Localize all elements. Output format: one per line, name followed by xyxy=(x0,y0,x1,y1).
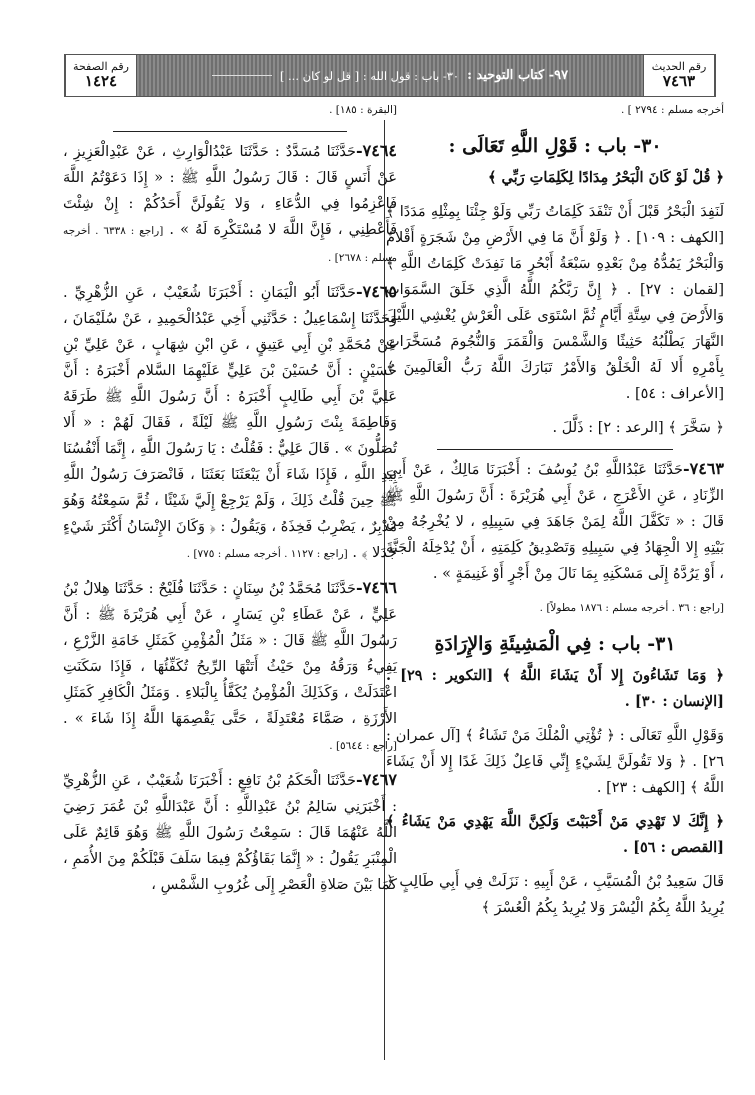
hadith-7467 xyxy=(63,767,397,898)
hadith-7466-text: حَدَّثَنَا مُحَمَّدُ بْنُ سِنَانٍ : حَدَّثَنَا فُلَيْحٌ : حَدَّثَنَا هِلالُ بْنُ عَلِيٍّ ، عَنْ عَطَاءِ بْنِ يَسَارٍ ، عَنْ أَبِي هُرَيْرَةَ ﷺ : أَنَّ رَسُولَ اللَّهِ ﷺ قَالَ : « مَثَلُ الْمُؤْمِنِ كَمَثَلِ خَامَةِ الزَّرْعِ ، يَفِيءُ وَرَقُهُ مِنْ حَيْثُ أَتَتْهَا الرِّيحُ تُكَفِّئُهَا ، فَإِذَا سَكَنَتِ اعْتَدَلَتْ ، وَكَذَلِكَ الْمُؤْمِنُ يُكَفَّأُ بِالْبَلاءِ . وَمَثَلُ الْكَافِرِ كَمَثَلِ الأَرْزَةِ ، صَمَّاءَ مُعْتَدِلَةً ، حَتَّى يَقْصِمَهَا اللَّهُ إِذَا شَاءَ » . xyxy=(63,581,397,727)
chapter-31-ayah-1: ﴿ وَمَا تَشَاءُونَ إِلا أَنْ يَشَاءَ اللَّهُ ﴾ [التكوير : ٢٩] . [الإنسان : ٣٠] . xyxy=(386,667,724,710)
hadith-7463-number: ٧٤٦٣- xyxy=(682,459,724,478)
hadith-7464 xyxy=(63,138,397,271)
chapter-30-note: ﴿ سَخَّرَ ﴾ [الرعد : ٢] : ذَلَّلَ . xyxy=(552,420,724,436)
hadith-7464-number: ٧٤٦٤- xyxy=(355,141,397,160)
hadith-7465-number: ٧٤٦٥- xyxy=(355,282,397,301)
hadith-7467-number: ٧٤٦٧- xyxy=(355,770,397,789)
section-rule xyxy=(437,449,674,450)
hadith-7464-reference: [راجع : ٦٣٣٨ . أخرجه مسلم : ٢٦٧٨] . xyxy=(63,225,397,264)
header-title-bar xyxy=(137,55,643,96)
right-column xyxy=(386,97,724,929)
section-rule xyxy=(113,131,347,132)
hadith-7463-reference: [راجع : ٣٦ . أخرجه مسلم : ١٨٧٦ مطولاً] . xyxy=(539,602,724,614)
hadith-7463 xyxy=(386,456,724,587)
hadith-7464-text: حَدَّثَنَا مُسَدَّدٌ : حَدَّثَنَا عَبْدُالْوَارِثِ ، عَنْ عَبْدِالْعَزِيزِ ، عَنْ أَنَسٍ قَالَ : قَالَ رَسُولُ اللَّهِ ﷺ : « إِذَا دَعَوْتُمُ اللَّهَ فَاعْزِمُوا فِي الدُّعَاءِ ، وَلا يَقُولَنَّ أَحَدُكُمْ : إِنْ شِئْتَ فَأَعْطِنِي ، فَإِنَّ اللَّهَ لا مُسْتَكْرِهَ لَهُ » . xyxy=(63,144,397,238)
hadith-7466-reference: [راجع : ٥٦٤٤] . xyxy=(329,740,397,752)
page-number: ١٤٢٤ xyxy=(84,72,118,91)
hadith-7466-number: ٧٤٦٦- xyxy=(355,578,397,597)
hadith-7463-text: حَدَّثَنَا عَبْدُاللَّهِ بْنُ يُوسُفَ : أَخْبَرَنَا مَالِكٌ ، عَنْ أَبِي الزِّنَادِ ، عَنِ الأَعْرَجِ ، عَنْ أَبِي هُرَيْرَةَ : أَنَّ رَسُولَ اللَّهِ ﷺ قَالَ : « تَكَفَّلَ اللَّهُ لِمَنْ جَاهَدَ فِي سَبِيلِهِ ، لا يُخْرِجُهُ مِنْ بَيْتِهِ إِلا الْجِهَادُ فِي سَبِيلِهِ وَتَصْدِيقُ كَلِمَتِهِ ، أَنْ يُدْخِلَهُ الْجَنَّةَ ، أَوْ يَرُدَّهُ إِلَى مَسْكَنِهِ بِمَا نَالَ مِنْ أَجْرٍ أَوْ غَنِيمَةٍ » . xyxy=(386,462,724,582)
chapter-31-ayah-3: ﴿ إِنَّكَ لا تَهْدِي مَنْ أَحْبَبْتَ وَلَكِنَّ اللَّهَ يَهْدِي مَنْ يَشَاءُ ﴾ [القصص : ٥٦] . xyxy=(386,813,724,856)
top-reference-left: [البقرة : ١٨٥] . xyxy=(329,104,397,116)
chapter-30-heading: ٣٠- باب : قَوْلِ اللَّهِ تَعَالَى : xyxy=(448,135,662,157)
left-column xyxy=(63,97,397,906)
hadith-7465-reference: [راجع : ١١٢٧ . أخرجه مسلم : ٧٧٥] . xyxy=(186,548,348,560)
chapter-30-text: لَنَفِدَ الْبَحْرُ قَبْلَ أَنْ تَنْفَدَ كَلِمَاتُ رَبِّي وَلَوْ جِئْنَا بِمِثْلِهِ مَدَدًا ﴾ [الكهف : ١٠٩] . ﴿ وَلَوْ أَنَّ مَا فِي الأَرْضِ مِنْ شَجَرَةٍ أَقْلامٌ وَالْبَحْرُ يَمُدُّهُ مِنْ بَعْدِهِ سَبْعَةُ أَبْحُرٍ مَا نَفِدَتْ كَلِمَاتُ اللَّهِ ﴾ [لقمان : ٢٧] . ﴿ إِنَّ رَبَّكُمُ اللَّهُ الَّذِي خَلَقَ السَّمَوَاتِ وَالأَرْضَ فِي سِتَّةِ أَيَّامٍ ثُمَّ اسْتَوَى عَلَى الْعَرْشِ يُغْشِي اللَّيْلَ النَّهَارَ يَطْلُبُهُ حَثِيثًا وَالشَّمْسَ وَالْقَمَرَ وَالنُّجُومَ مُسَخَّرَاتٍ بِأَمْرِهِ أَلا لَهُ الْخَلْقُ وَالأَمْرُ تَبَارَكَ اللَّهُ رَبُّ الْعَالَمِينَ ﴾ [الأعراف : ٥٤] . xyxy=(386,204,724,402)
chapter-title: ٣٠- باب : قول الله : [ قل لو كان ... ] xyxy=(279,68,460,83)
hadith-7465 xyxy=(63,279,397,567)
page-number-label: رقم الصفحة xyxy=(73,59,129,73)
hadith-number-box xyxy=(643,55,715,96)
chapter-30-ayah: ﴿ قُلْ لَوْ كَانَ الْبَحْرُ مِدَادًا لِكَلِمَاتِ رَبِّي ﴾ xyxy=(487,169,724,186)
hadith-7466 xyxy=(63,575,397,759)
page-header xyxy=(64,54,716,97)
page-number-box xyxy=(65,55,137,96)
hadith-number-label: رقم الحديث xyxy=(651,59,707,73)
chapter-31-ayah-2: وَقَوْلِ اللَّهِ تَعَالَى : ﴿ تُؤْتِي الْمُلْكَ مَنْ تَشَاءُ ﴾ [آل عمران : ٢٦] . ﴿ وَلا تَقُولَنَّ لِشَيْءٍ إِنِّي فَاعِلٌ ذَلِكَ غَدًا إِلا أَنْ يَشَاءَ اللَّهُ ﴾ [الكهف : ٢٣] . xyxy=(386,728,724,796)
header-separator xyxy=(212,75,272,76)
hadith-7465-text: حَدَّثَنَا أَبُو الْيَمَانِ : أَخْبَرَنَا شُعَيْبٌ ، عَنِ الزُّهْرِيِّ . وَحَدَّثَنَا إِسْمَاعِيلُ : حَدَّثَنِي أَخِي عَبْدُالْحَمِيدِ ، عَنْ سُلَيْمَانَ ، عَنْ مُحَمَّدِ بْنِ أَبِي عَتِيقٍ ، عَنِ ابْنِ شِهَابٍ ، عَنْ عَلِيِّ بْنِ حُسَيْنٍ : أَنَّ حُسَيْنَ بْنَ عَلِيٍّ عَلَيْهِمَا السَّلام أَخْبَرَهُ : أَنَّ عَلِيَّ بْنَ أَبِي طَالِبٍ أَخْبَرَهُ : أَنَّ رَسُولَ اللَّهِ ﷺ طَرَقَهُ وَفَاطِمَةَ بِنْتَ رَسُولِ اللَّهِ ﷺ لَيْلَةً ، فَقَالَ لَهُمْ : « أَلا تُصَلُّونَ » . قَالَ عَلِيٌّ : فَقُلْتُ : يَا رَسُولَ اللَّهِ ، إِنَّمَا أَنْفُسُنَا بِيَدِ اللَّهِ ، فَإِذَا شَاءَ أَنْ يَبْعَثَنَا بَعَثَنَا ، فَانْصَرَفَ رَسُولُ اللَّهِ ﷺ حِينَ قُلْتُ ذَلِكَ ، وَلَمْ يَرْجِعْ إِلَيَّ شَيْئًا ، ثُمَّ سَمِعْتُهُ وَهُوَ مُدْبِرٌ ، يَضْرِبُ فَخِذَهُ ، وَيَقُولُ : ﴿ وَكَانَ الإِنْسَانُ أَكْثَرَ شَيْءٍ جَدَلا ﴾ . xyxy=(63,285,397,561)
book-title: ٩٧- كتاب التوحيد : xyxy=(467,68,569,83)
hadith-number: ٧٤٦٣ xyxy=(662,72,696,91)
chapter-31-heading: ٣١- باب : فِي الْمَشِيئَةِ وَالإِرَادَةِ xyxy=(434,633,676,655)
hadith-7467-text: حَدَّثَنَا الْحَكَمُ بْنُ نَافِعٍ : أَخْبَرَنَا شُعَيْبٌ ، عَنِ الزُّهْرِيِّ : أَخْبَرَنِي سَالِمُ بْنُ عَبْدِاللَّهِ : أَنَّ عَبْدَاللَّهِ بْنَ عُمَرَ رَضِيَ اللَّهُ عَنْهُمَا قَالَ : سَمِعْتُ رَسُولَ اللَّهِ ﷺ وَهُوَ قَائِمٌ عَلَى الْمِنْبَرِ يَقُولُ : « إِنَّمَا بَقَاؤُكُمْ فِيمَا سَلَفَ قَبْلَكُمْ مِنَ الأُمَمِ ، كَمَا بَيْنَ صَلاةِ الْعَصْرِ إِلَى غُرُوبِ الشَّمْسِ ، xyxy=(63,773,397,893)
chapter-31-text: قَالَ سَعِيدُ بْنُ الْمُسَيَّبِ ، عَنْ أَبِيهِ : نَزَلَتْ فِي أَبِي طَالِبٍ ﴿ يُرِيدُ اللَّهُ بِكُمُ الْيُسْرَ وَلا يُرِيدُ بِكُمُ الْعُسْرَ ﴾ xyxy=(386,874,724,916)
top-reference-right: أخرجه مسلم : ٢٧٩٤ ] . xyxy=(621,104,724,116)
